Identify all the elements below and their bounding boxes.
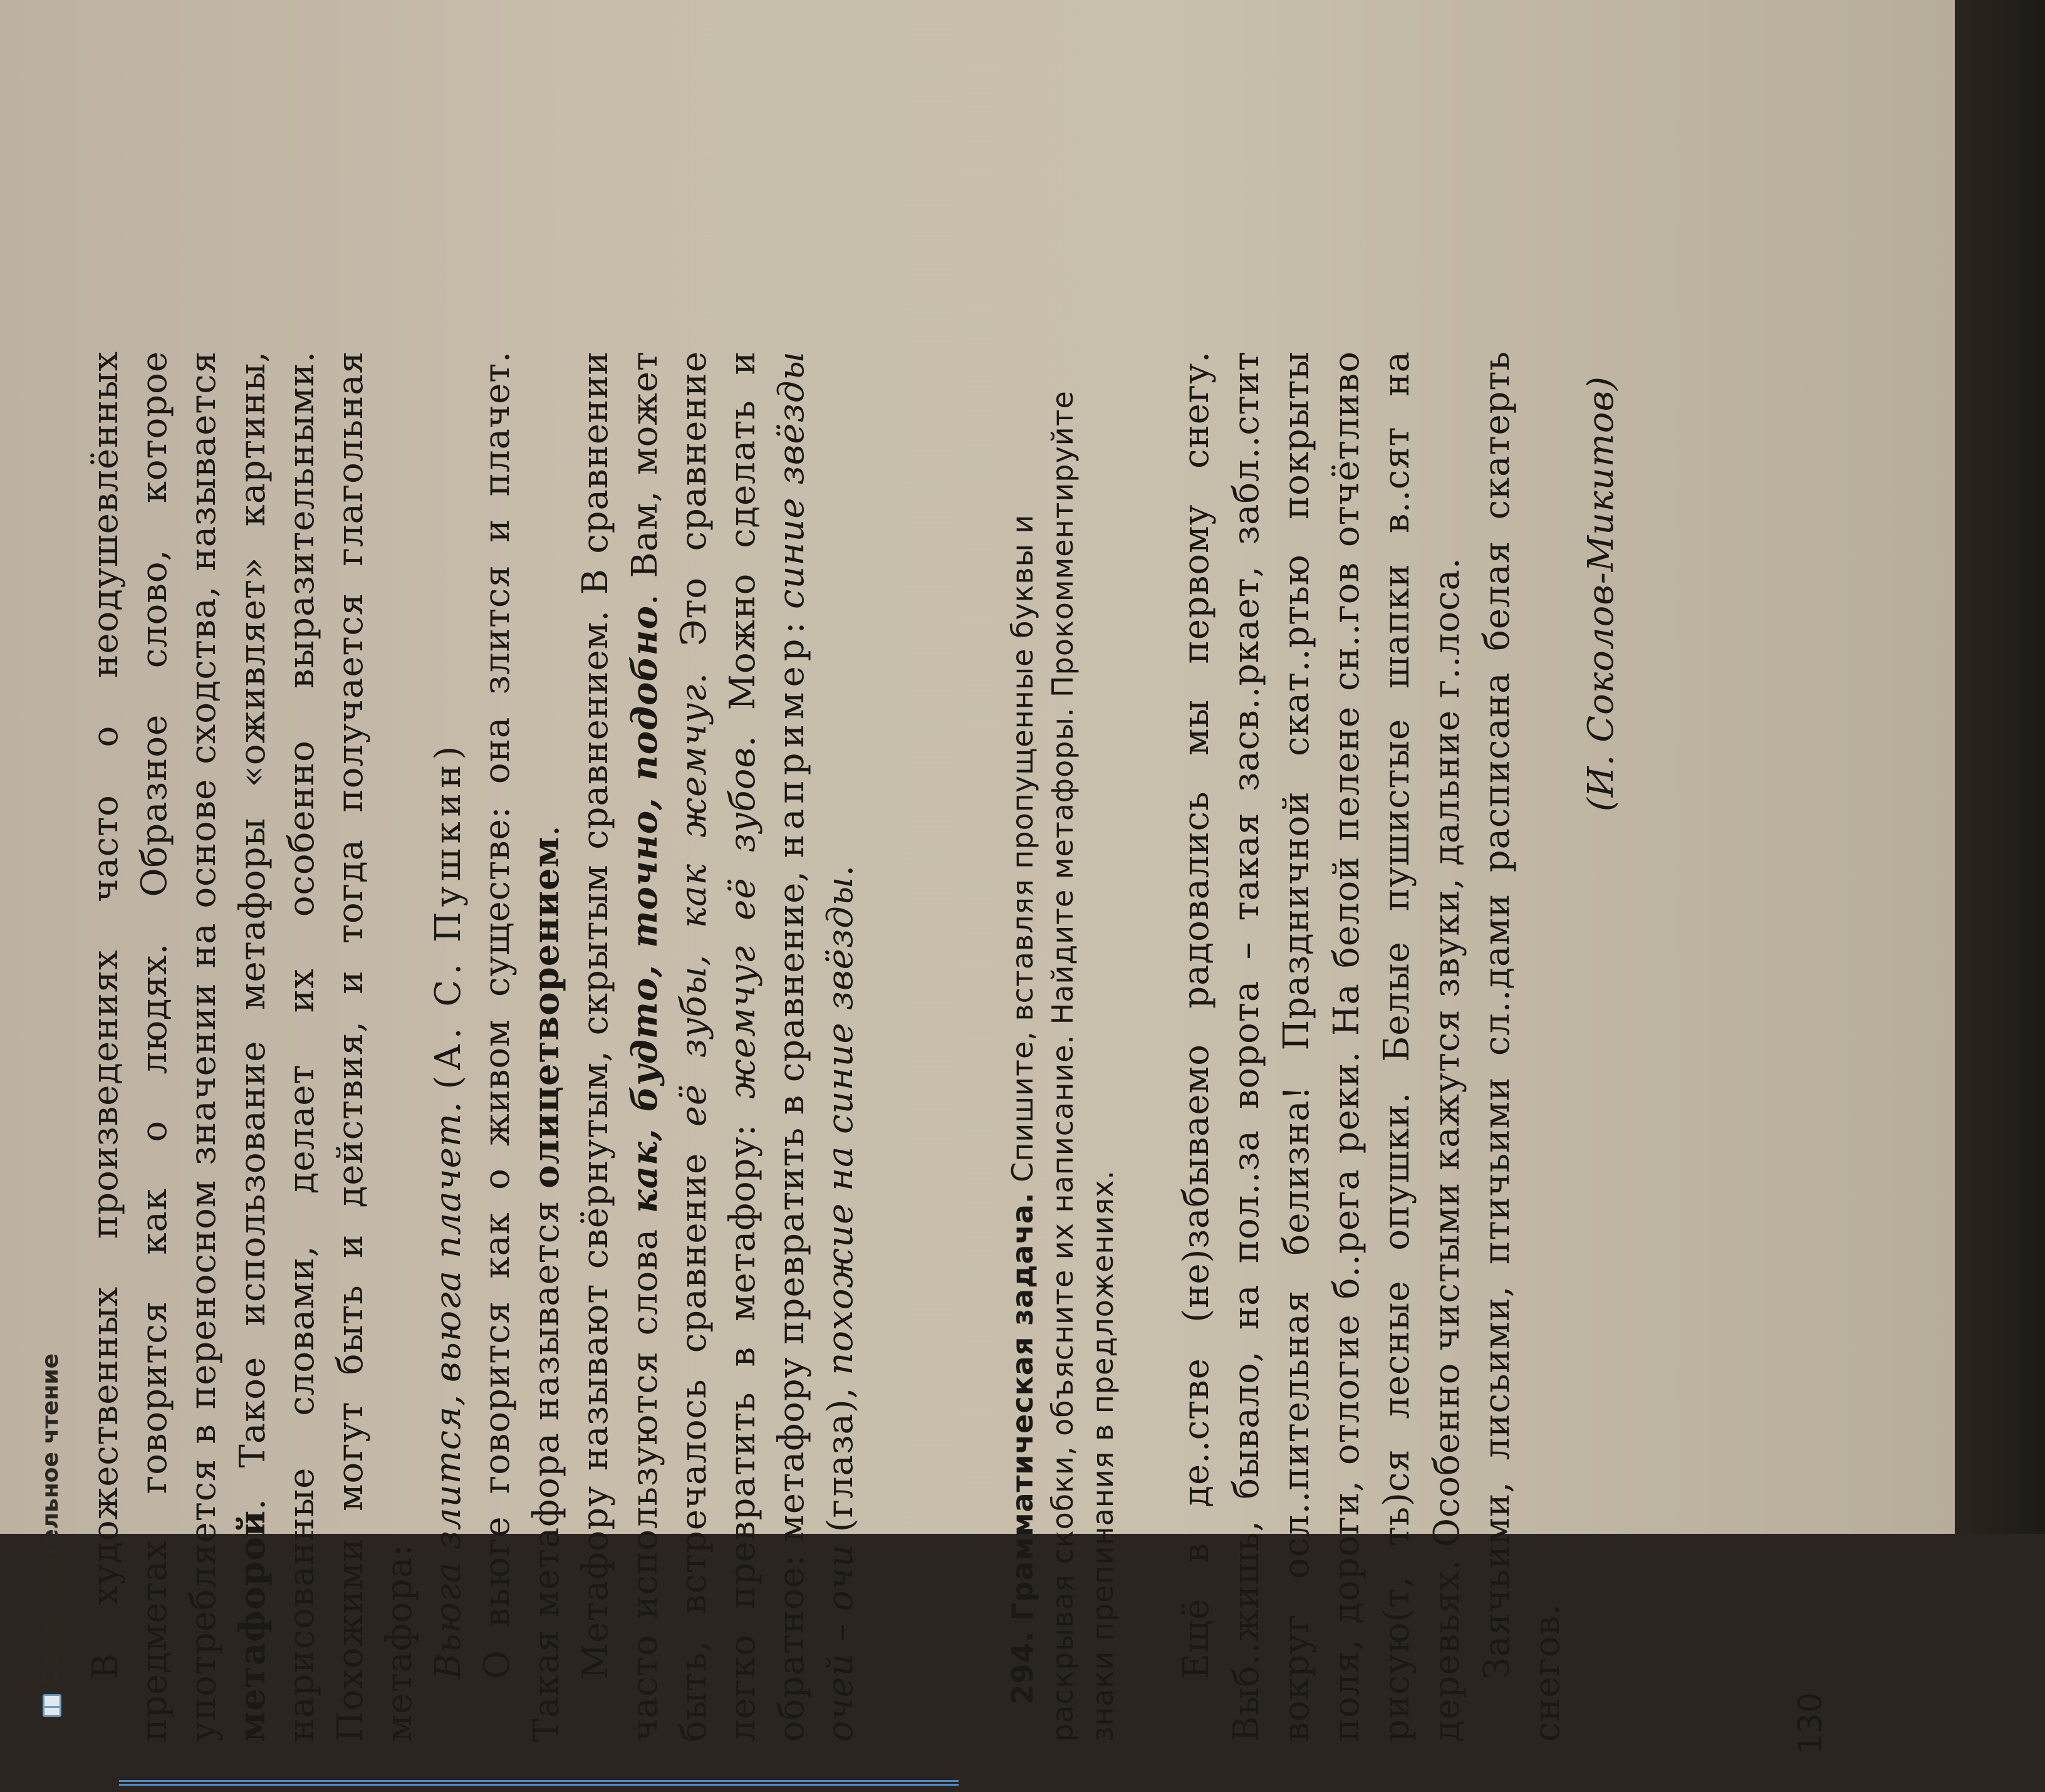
exercise-title: Грамматическая задача. [1006, 1192, 1039, 1621]
exercise-paragraph-2: Заячьими, лисьими, птичьими сл..дами расписана белая скатерть снегов. [1477, 351, 1568, 1742]
quote-author: (А. С. Пушкин) [428, 741, 469, 1090]
comparison-words: как, будто, точно, подобно [624, 605, 665, 1214]
exercise-instructions: Спишите, вставляя пропущенные буквы и раскрывая скобки, объясните их написание. Найдите метафоры. Прокомментируйте знаки препинания в предложениях. [1006, 390, 1120, 1742]
quote-line [424, 351, 473, 1742]
exercise-paragraph-1: Ещё в де..стве (не)забываемо радовались мы первому снегу. Выб..жишь, бывало, на пол..за ворота – такая засв..ркает, забл..стит вокруг осл..пительная белизна! Праздничной скат..ртью покрыты поля, дороги, отлогие б..рега реки. На белой пелене сн..гов отчётливо рисую(т, ть)ся лесные опушки. Белые пушистые шапки в..сят на деревьях. Особенно чистыми кажутся звуки, дальние г..лоса. [1176, 351, 1467, 1742]
paragraph-2: О вьюге говорится как о живом существе: она злится и плачет. Такая метафора называется олицетворением. [477, 351, 567, 1742]
section-header [38, 1353, 63, 1717]
metaphor-explanation [81, 351, 865, 1742]
page-number: 130 [1792, 1692, 1829, 1754]
paragraph-3: Метафору называют свёрнутым, скрытым сравнением. В сравнении часто используются слова как, будто, точно, подобно. Вам, может быть, встречалось сравнение её зубы, как жемчуг. Это сравнение легко превратить в метафору: жемчуг её зубов. Можно сделать и обратное: метафору превратить в сравнение, например: синие звёзды очей – очи (глаза), похожие на синие звёзды. [575, 350, 861, 1742]
section-title: Ознакомительное чтение [38, 1353, 63, 1685]
term-metaphor: метафорой [232, 1509, 273, 1742]
exercise-number: 294. [1006, 1630, 1039, 1704]
exercise-task [1002, 351, 1123, 1742]
paragraph-1: В художественных произведениях часто о неодушевлённых предметах говорится как о людях. Образное слово, которое употребляется в переносном значении на основе сходства, называется метафорой. Такое использование метафоры «оживляет» картины, нарисованные словами, делает их особенно выразительными. Похожими могут быть и действия, и тогда получается глагольная метафора: [85, 351, 420, 1742]
page-content [25, 313, 1867, 1792]
quote: Вьюга злится, вьюга плачет. [428, 1101, 469, 1679]
blue-margin-rule [119, 1779, 959, 1786]
exercise-text [1172, 351, 1626, 1742]
term-personification: олицетворением [526, 836, 567, 1189]
book-icon [41, 1694, 60, 1717]
exercise-author: (И. Соколов-Микитов) [1581, 376, 1621, 812]
